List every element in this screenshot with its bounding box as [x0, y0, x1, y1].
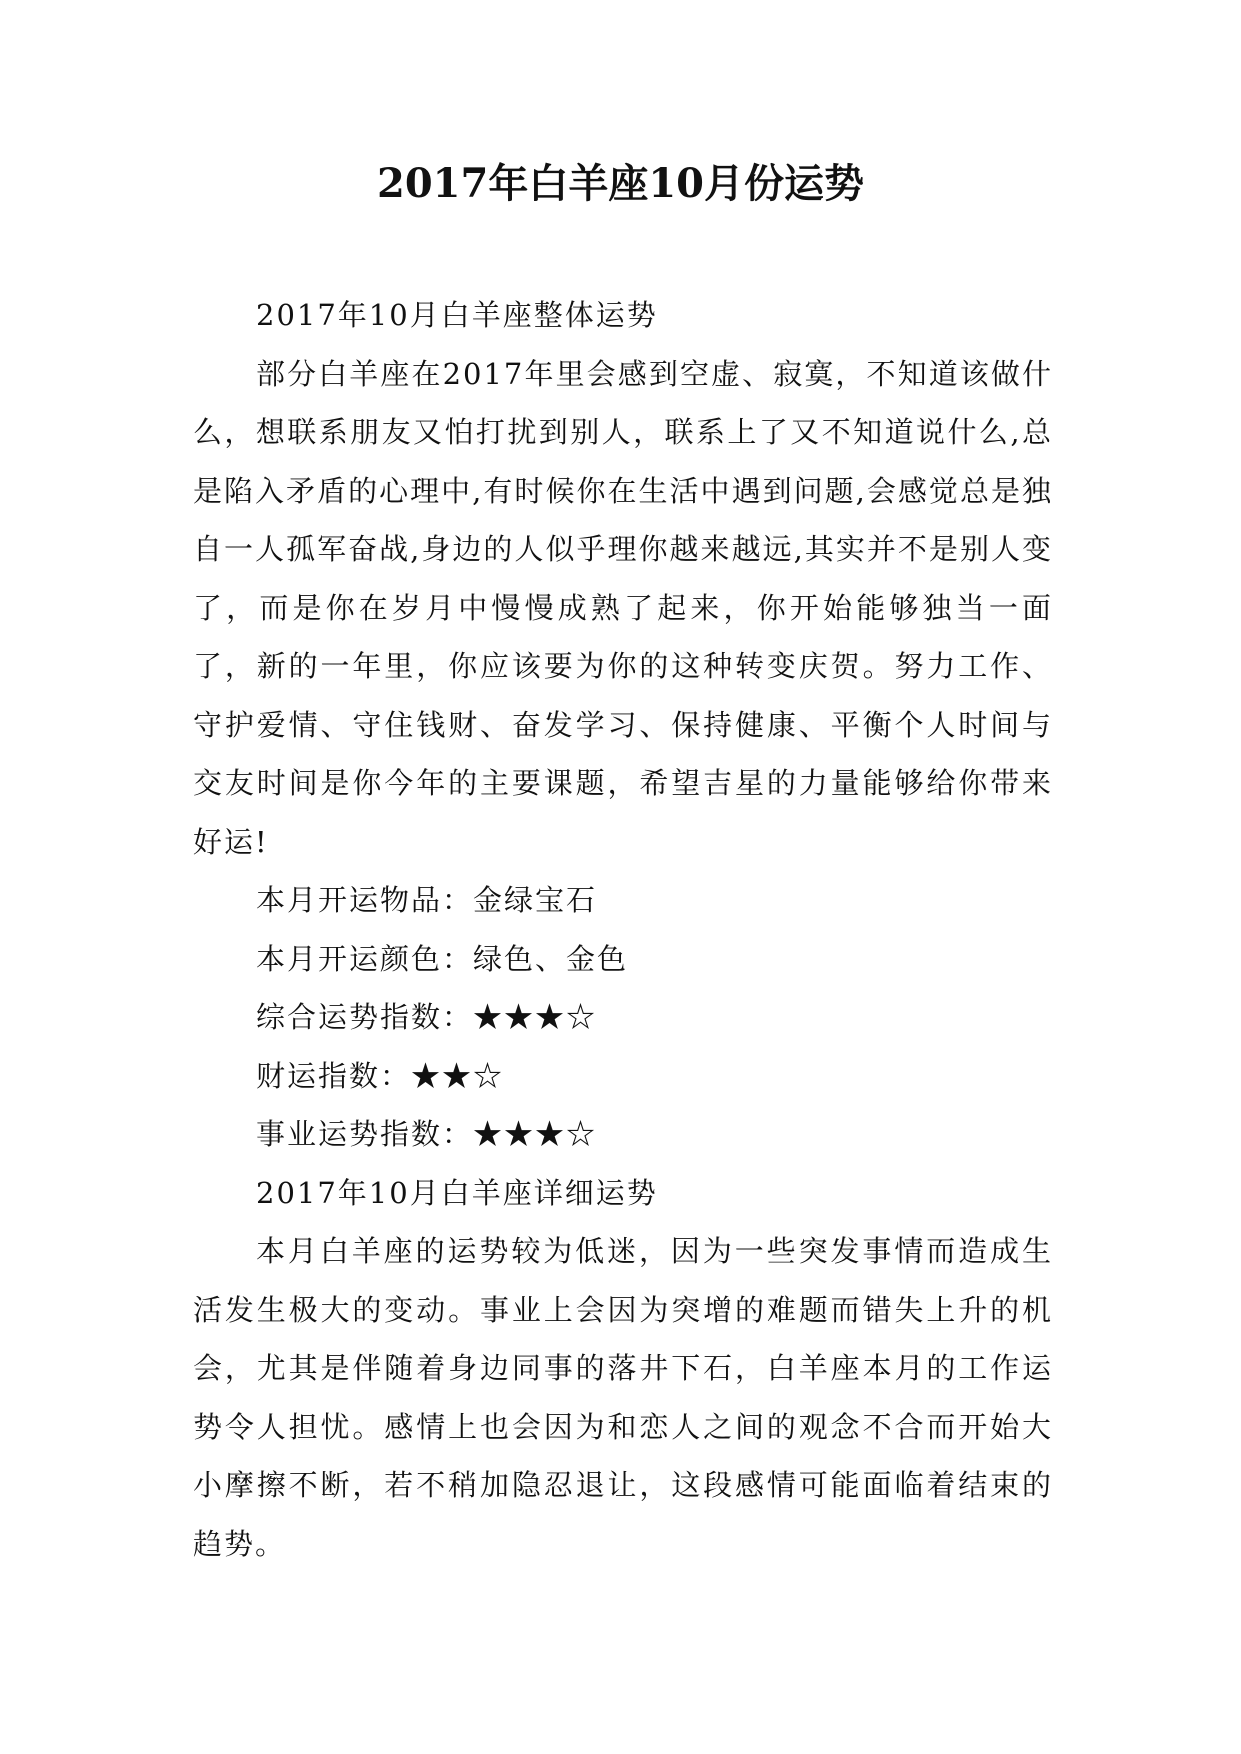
lucky-color-line: 本月开运颜色：绿色、金色: [256, 941, 629, 976]
document-body: [193, 286, 1053, 1573]
detail-fortune-paragraph: 本月白羊座的运势较为低迷，因为一些突发事情而造成生活发生极大的变动。事业上会因为突增的难题而错失上升的机会，尤其是伴随着身边同事的落井下石，白羊座本月的工作运势令人担忧。感情上也会因为和恋人之间的观念不合而开始大小摩擦不断，若不稍加隐忍退让，这段感情可能面临着结束的趋势。: [193, 1234, 1053, 1561]
career-rating-line: 事业运势指数：★★★☆: [256, 1117, 598, 1151]
lucky-item-line: 本月开运物品：金绿宝石: [256, 883, 598, 917]
page-title: 2017年白羊座10月份运势: [377, 160, 864, 207]
overall-rating-line: 综合运势指数：★★★☆: [256, 1000, 598, 1034]
wealth-rating-line: 财运指数：★★☆: [256, 1058, 505, 1093]
section-heading-detail: 2017年10月白羊座详细运势: [256, 1175, 658, 1210]
section-heading-overall: 2017年10月白羊座整体运势: [256, 298, 658, 332]
overall-fortune-paragraph: 部分白羊座在2017年里会感到空虚、寂寞，不知道该做什么，想联系朋友又怕打扰到别人，联系上了又不知道说什么,总是陷入矛盾的心理中,有时候你在生活中遇到问题,会感觉总是独自一人孤军奋战,身边的人似乎理你越来越远,其实并不是别人变了，而是你在岁月中慢慢成熟了起来，你开始能够独当一面了，新的一年里，你应该要为你的这种转变庆贺。努力工作、守护爱情、守住钱财、奋发学习、保持健康、平衡个人时间与交友时间是你今年的主要课题，希望吉星的力量能够给你带来好运!: [193, 356, 1053, 859]
